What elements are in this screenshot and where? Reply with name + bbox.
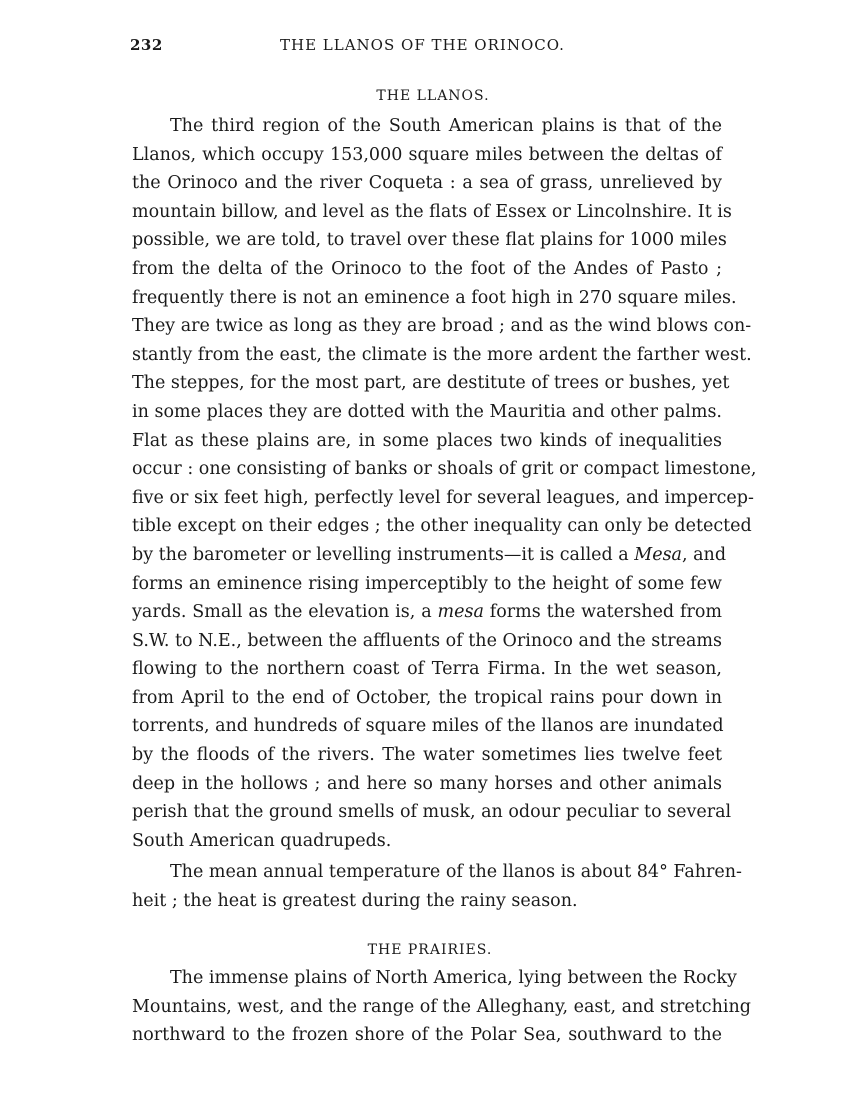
text-line: torrents, and hundreds of square miles of the llanos are inundated (132, 716, 724, 737)
section-heading-llanos: THE LLANOS. (376, 88, 490, 104)
text-line: the Orinoco and the river Coqueta : a sea of grass, unrelieved by (132, 173, 722, 194)
running-title: THE LLANOS OF THE ORINOCO. (280, 36, 565, 54)
text-line: heit ; the heat is greatest during the rainy season. (132, 890, 578, 911)
running-head (130, 30, 722, 60)
text-line: flowing to the northern coast of Terra Firma. In the wet season, (132, 659, 722, 680)
text-line: frequently there is not an eminence a foot high in 270 square miles. (132, 287, 737, 308)
text-line: mountain billow, and level as the flats of Essex or Lincolnshire. It is (132, 201, 732, 222)
text-line: occur : one consisting of banks or shoals of grit or compact limestone, (132, 459, 757, 480)
section-heading-prairies: THE PRAIRIES. (367, 942, 493, 958)
text-segment: , and (682, 544, 727, 565)
text-line: five or six feet high, perfectly level for several leagues, and impercep- (132, 487, 754, 508)
text-line: possible, we are told, to travel over these flat plains for 1000 miles (132, 230, 727, 251)
text-line: from April to the end of October, the tropical rains pour down in (132, 687, 722, 708)
text-line: The third region of the South American plains is that of the (170, 116, 722, 136)
text-line: in some places they are dotted with the Mauritia and other palms. (132, 401, 722, 422)
text-line: perish that the ground smells of musk, an odour peculiar to several (132, 802, 732, 823)
text-line: stantly from the east, the climate is the more ardent the farther west. (132, 344, 752, 365)
text-line: deep in the hollows ; and here so many horses and other animals (132, 773, 722, 794)
text-line: The steppes, for the most part, are destitute of trees or bushes, yet (132, 373, 730, 394)
text-segment: forms the watershed from (483, 602, 722, 623)
text-line: S.W. to N.E., between the affluents of the Orinoco and the streams (132, 630, 722, 651)
text-line: The immense plains of North America, lying between the Rocky (170, 968, 737, 988)
text-line: They are twice as long as they are broad ; and as the wind blows con- (132, 316, 752, 337)
text-line: forms an eminence rising imperceptibly to the height of some few (132, 573, 722, 594)
text-line: from the delta of the Orinoco to the foot of the Andes of Pasto ; (132, 258, 722, 279)
text-line: Mountains, west, and the range of the Alleghany, east, and stretching (132, 996, 751, 1017)
text-line: South American quadrupeds. (132, 830, 392, 851)
text-line: by the floods of the rivers. The water sometimes lies twelve feet (132, 745, 722, 766)
paragraph-llanos (132, 112, 757, 855)
text-line: The mean annual temperature of the llanos is about 84° Fahren- (170, 862, 742, 882)
page-number: 232 (130, 36, 163, 54)
paragraph-prairies (132, 964, 751, 1050)
text-line: Llanos, which occupy 153,000 square miles between the deltas of (132, 144, 722, 165)
text-segment: by the barometer or levelling instruments—it is called a (132, 544, 635, 565)
italic-term-mesa: mesa (437, 602, 484, 623)
text-line: tible except on their edges ; the other inequality can only be detected (132, 516, 752, 537)
text-line: northward to the frozen shore of the Polar Sea, southward to the (132, 1025, 722, 1046)
text-line (132, 598, 722, 627)
italic-term-mesa: Mesa (634, 544, 682, 565)
paragraph-temperature (132, 858, 742, 915)
text-line (132, 541, 727, 570)
text-line: Flat as these plains are, in some places two kinds of inequalities (132, 430, 722, 451)
text-segment: yards. Small as the elevation is, a (132, 602, 438, 623)
